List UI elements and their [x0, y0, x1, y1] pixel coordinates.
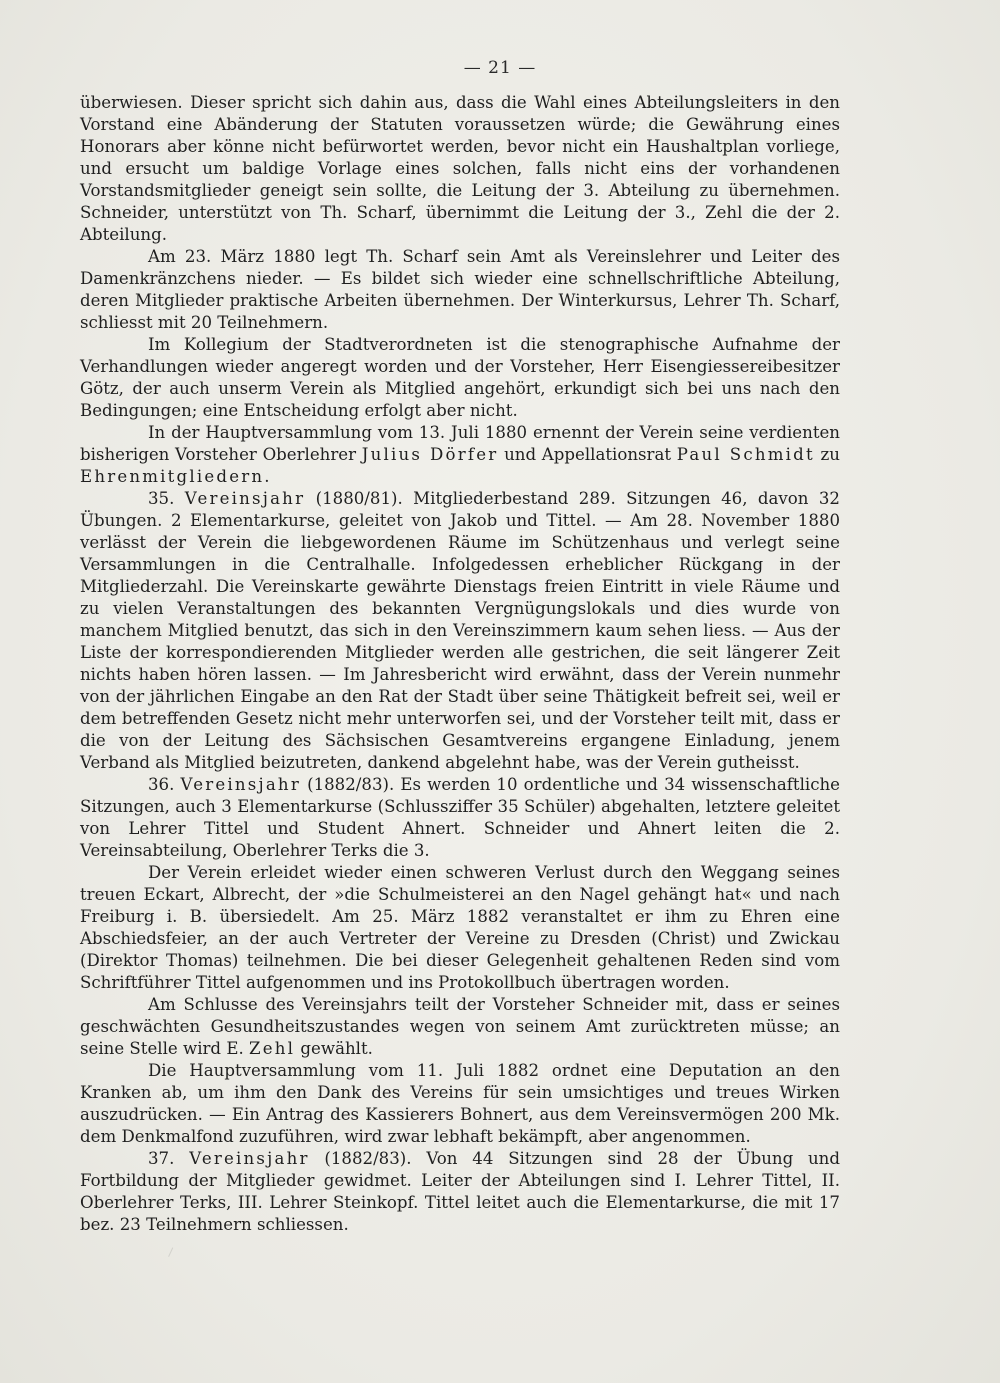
honoree-name-schmidt: Paul Schmidt — [676, 445, 815, 464]
paragraph-5-text: (1880/81). Mitgliederbestand 289. Sitzungen 46, davon 32 Übungen. 2 Elementarkurse, geleitet von Jakob und Tittel. — Am 28. November 1880 verlässt der Verein die liebgewordenen Räume im Schützenhaus und verlegt seine Versammlungen in die Centralhalle. Infolgedessen erheblicher Rückgang in der Mitgliederzahl. Die Vereinskarte gewährte Dienstags freien Eintritt in viele Räume und zu vielen Veranstaltungen des bekannten Vergnügungslokals und dies wurde von manchem Mitglied benutzt, das sich in den Vereinszimmern kaum sehen liess. — Aus der Liste der korrespondierenden Mitglieder werden alle gestrichen, die seit längerer Zeit nichts haben hören lassen. — Im Jahresbericht wird erwähnt, dass der Verein nunmehr von der jährlichen Eingabe an den Rat der Stadt über seine Thätigkeit befreit sei, weil er dem betreffenden Gesetz nicht mehr unterworfen sei, und der Vorsteher teilt mit, dass er die von der Leitung des Sächsischen Gesamtvereins ergangene Einladung, jenem Verband als Mitglied beizutreten, dankend abgelehnt habe, was der Verein gutheisst. — [80, 489, 840, 772]
paragraph-2: Am 23. März 1880 legt Th. Scharf sein Amt als Vereinslehrer und Leiter des Damenkränzchens nieder. — Es bildet sich wieder eine schnellschriftliche Abteilung, deren Mitglieder praktische Arbeiten übernehmen. Der Winterkursus, Lehrer Th. Scharf, schliesst mit 20 Teilnehmern. — [80, 247, 840, 332]
paragraph-3: Im Kollegium der Stadtverordneten ist die stenographische Aufnahme der Verhandlungen wieder angeregt worden und der Vorsteher, Herr Eisengiessereibesitzer Götz, der auch unserm Verein als Mitglied angehört, erkundigt sich bei uns nach den Bedingungen; eine Entscheidung erfolgt aber nicht. — [80, 335, 840, 420]
paragraph-8-text-a: Am Schlusse des Vereinsjahrs teilt der Vorsteher Schneider mit, dass er seines geschwächten Gesundheitszustandes wegen von seinem Amt zurücktreten müsse; an seine Stelle wird E. — [80, 995, 840, 1058]
paragraph-7: Der Verein erleidet wieder einen schweren Verlust durch den Weggang seines treuen Eckart, Albrecht, der »die Schulmeisterei an den Nagel gehängt hat« und nach Freiburg i. B. übersiedelt. Am 25. März 1882 veranstaltet er ihm zu Ehren eine Abschiedsfeier, an der auch Vertreter der Vereine zu Dresden (Christ) und Zwickau (Direktor Thomas) teilnehmen. Die bei dieser Gelegenheit gehaltenen Reden sind vom Schriftführer Tittel aufgenommen und ins Protokollbuch übertragen worden. — [80, 863, 840, 992]
paragraph-9: Die Hauptversammlung vom 11. Juli 1882 ordnet eine Deputation an den Kranken ab, um ihm den Dank des Vereins für sein umsichtiges und treues Wirken auszudrücken. — Ein Antrag des Kassierers Bohnert, aus dem Vereinsvermögen 200 Mk. dem Denkmalfond zuzuführen, wird zwar lebhaft bekämpft, aber angenommen. — [80, 1061, 840, 1146]
page-number: — 21 — — [463, 58, 537, 78]
paragraph-8 — [80, 994, 840, 1060]
paragraph-5 — [80, 488, 840, 774]
paragraph-4 — [80, 422, 840, 488]
successor-name-zehl: Zehl — [249, 1039, 296, 1058]
paragraph-1: überwiesen. Dieser spricht sich dahin aus, dass die Wahl eines Abteilungsleiters in den Vorstand eine Abänderung der Statuten voraussetzen würde; die Gewährung eines Honorars aber könne nicht befürwortet werden, bevor nicht ein Haushaltplan vorliege, und ersucht um baldige Vorlage eines solchen, falls nicht eins der vorhandenen Vorstandsmitglieder geneigt sein sollte, die Leitung der 3. Abteilung zu übernehmen. Schneider, unterstützt von Th. Scharf, übernimmt die Leitung der 3., Zehl die der 2. Abteilung. — [80, 93, 840, 244]
year-heading-35: Vereinsjahr — [184, 489, 306, 508]
paragraph-4-text-d: . — [264, 467, 270, 486]
paragraph-6-text: (1882/83). Es werden 10 ordentliche und 34 wissenschaftliche Sitzungen, auch 3 Elementarkurse (Schlussziffer 35 Schüler) abgehalten, letztere geleitet von Lehrer Tittel und Student Ahnert. Schneider und Ahnert leiten die 2. Vereinsabteilung, Oberlehrer Terks die 3. — [80, 775, 840, 860]
honoree-name-doerfer: Julius Dörfer — [361, 445, 499, 464]
year-heading-36: Vereinsjahr — [180, 775, 301, 794]
paragraph-8-text-b: gewählt. — [295, 1039, 373, 1058]
paragraph-4-text-b: und Appellationsrat — [498, 445, 677, 464]
year-number-36: 36. — [148, 775, 181, 794]
paragraph-4-text-c: zu — [814, 445, 840, 464]
paragraph-6 — [80, 774, 840, 862]
body-text — [80, 92, 840, 1236]
honorary-members-word: Ehrenmitgliedern — [80, 467, 265, 486]
year-number-37: 37. — [148, 1149, 190, 1168]
paragraph-10 — [80, 1148, 840, 1236]
year-number-35: 35. — [148, 489, 185, 508]
paragraph-10-text: (1882/83). Von 44 Sitzungen sind 28 der Übung und Fortbildung der Mitglieder gewidmet. Leiter der Abteilungen sind I. Lehrer Tittel, II. Oberlehrer Terks, III. Lehrer Steinkopf. Tittel leitet auch die Elementarkurse, die mit 17 bez. 23 Teilnehmern schliessen. — [80, 1149, 840, 1234]
paragraph-4-text-a: In der Hauptversammlung vom 13. Juli 1880 ernennt der Verein seine verdienten bisherigen Vorsteher Oberlehrer — [80, 423, 840, 464]
year-heading-37: Vereinsjahr — [189, 1149, 310, 1168]
paper-mark — [168, 1247, 177, 1258]
